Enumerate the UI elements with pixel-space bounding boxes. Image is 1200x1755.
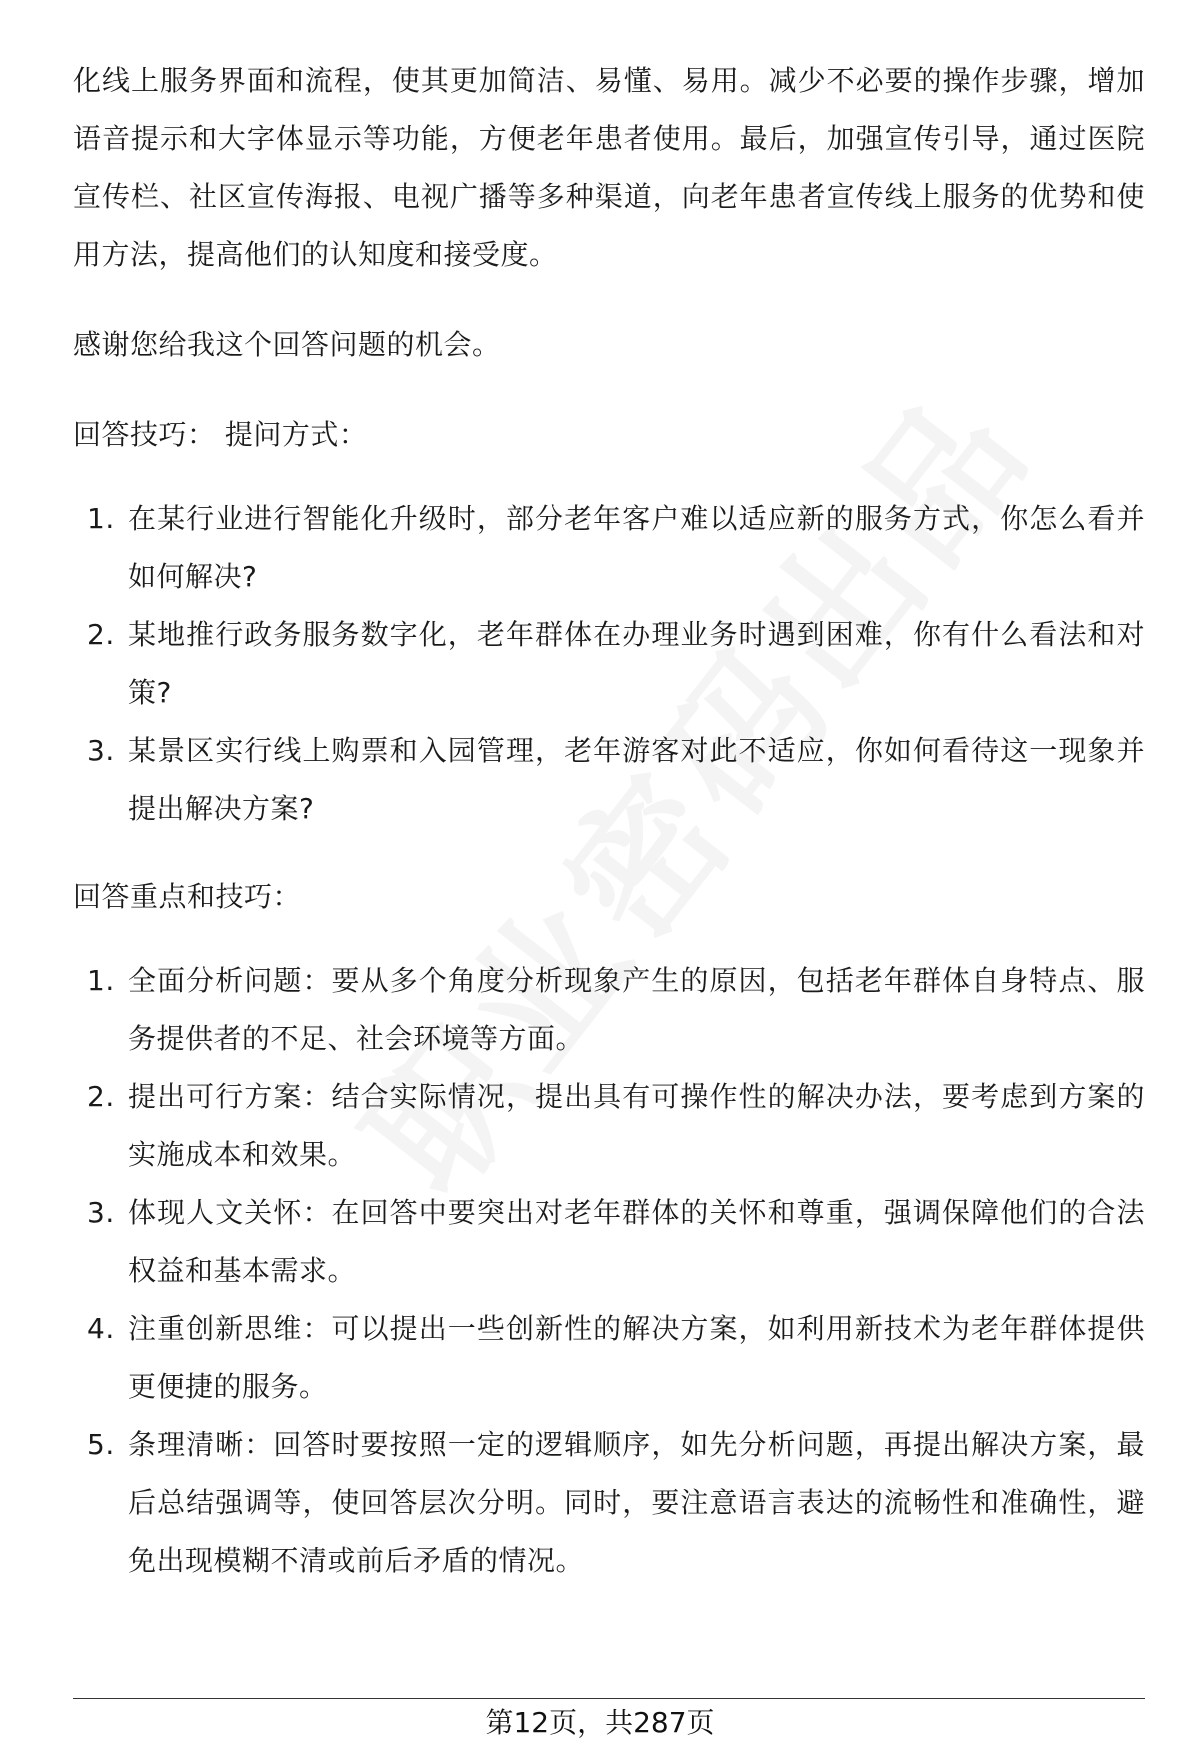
list-text: 条理清晰：回答时要按照一定的逻辑顺序，如先分析问题，再提出解决方案，最后总结强调等，使回答层次分明。同时，要注意语言表达的流畅性和准确性，避免出现模糊不清或前后矛盾的情况。 xyxy=(128,1428,1145,1577)
list-number: 2. xyxy=(87,1080,115,1113)
list-number: 5. xyxy=(87,1428,115,1461)
list-text: 注重创新思维：可以提出一些创新性的解决方案，如利用新技术为老年群体提供更便捷的服务。 xyxy=(128,1312,1145,1403)
list-number: 4. xyxy=(87,1312,115,1345)
document-body xyxy=(73,52,1145,1590)
list-number: 2. xyxy=(87,618,115,651)
list-item xyxy=(73,490,1145,606)
list-text: 某景区实行线上购票和入园管理，老年游客对此不适应，你如何看待这一现象并提出解决方案? xyxy=(128,734,1145,825)
tips-heading: 回答技巧： 提问方式： xyxy=(73,418,368,451)
list-text: 全面分析问题：要从多个角度分析现象产生的原因，包括老年群体自身特点、服务提供者的不足、社会环境等方面。 xyxy=(128,964,1145,1055)
list-number: 3. xyxy=(87,1196,115,1229)
list-item xyxy=(73,1184,1145,1300)
key-points-heading: 回答重点和技巧： xyxy=(73,880,302,913)
list-item xyxy=(73,722,1145,838)
list-text: 提出可行方案：结合实际情况，提出具有可操作性的解决办法，要考虑到方案的实施成本和效果。 xyxy=(128,1080,1145,1171)
list-number: 3. xyxy=(87,734,115,767)
list-item xyxy=(73,1300,1145,1416)
question-list xyxy=(73,490,1145,838)
footer-divider xyxy=(73,1698,1145,1699)
list-item xyxy=(73,952,1145,1068)
intro-paragraph: 化线上服务界面和流程，使其更加简洁、易懂、易用。减少不必要的操作步骤，增加语音提示和大字体显示等功能，方便老年患者使用。最后，加强宣传引导，通过医院宣传栏、社区宣传海报、电视广播等多种渠道，向老年患者宣传线上服务的优势和使用方法，提高他们的认知度和接受度。 xyxy=(73,64,1145,271)
page-number: 第12页，共287页 xyxy=(485,1706,715,1739)
list-item xyxy=(73,606,1145,722)
list-item xyxy=(73,1068,1145,1184)
list-text: 体现人文关怀：在回答中要突出对老年群体的关怀和尊重，强调保障他们的合法权益和基本需求。 xyxy=(128,1196,1145,1287)
list-item xyxy=(73,1416,1145,1590)
thanks-paragraph: 感谢您给我这个回答问题的机会。 xyxy=(73,328,501,361)
list-number: 1. xyxy=(87,502,115,535)
list-text: 在某行业进行智能化升级时，部分老年客户难以适应新的服务方式，你怎么看并如何解决? xyxy=(128,502,1145,593)
key-points-list xyxy=(73,952,1145,1590)
list-text: 某地推行政务服务数字化，老年群体在办理业务时遇到困难，你有什么看法和对策? xyxy=(128,618,1145,709)
list-number: 1. xyxy=(87,964,115,997)
